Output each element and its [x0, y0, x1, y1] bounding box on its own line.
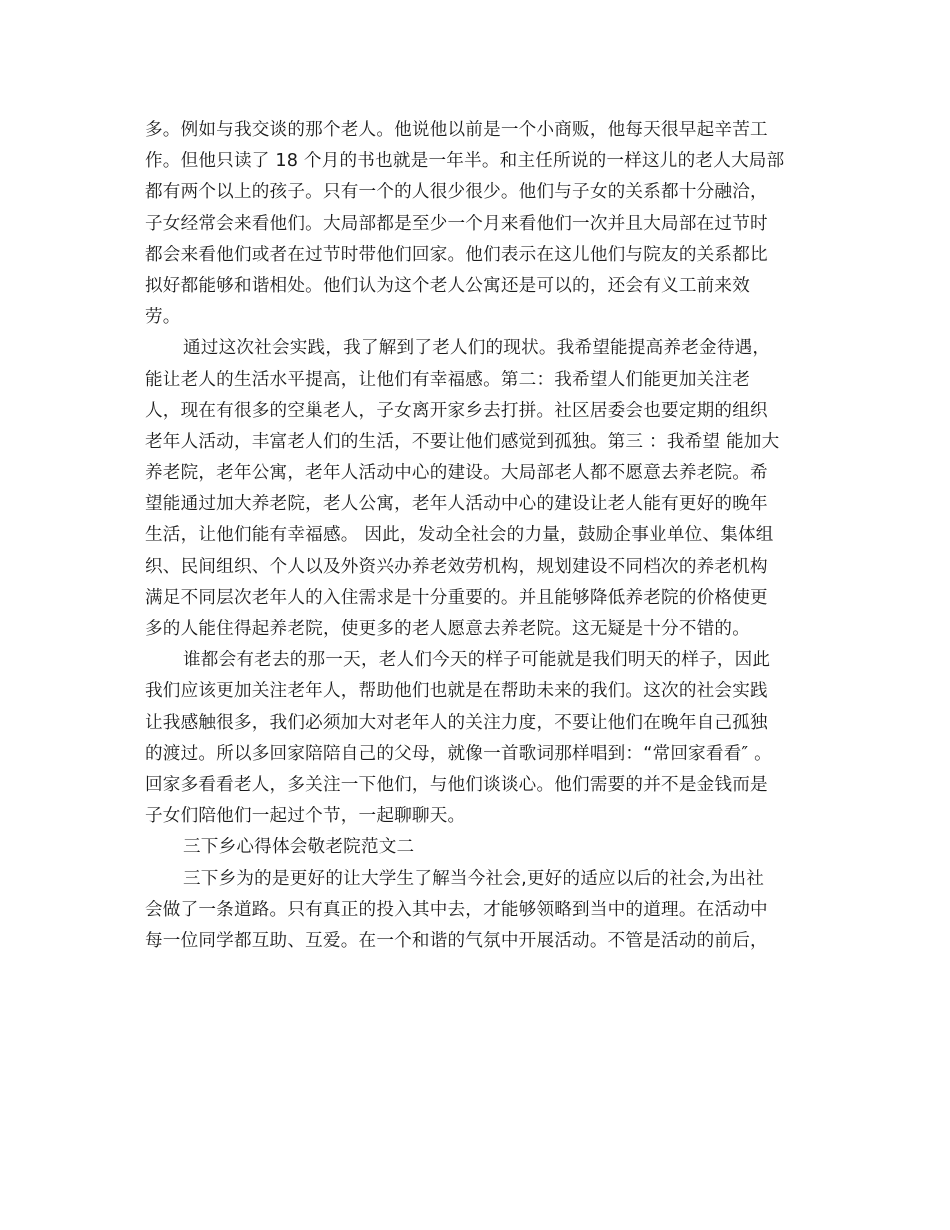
- text-line: 拟好都能够和谐相处。他们认为这个老人公寓还是可以的，还会有义工前来效: [145, 275, 750, 296]
- text-line: 都有两个以上的孩子。只有一个的人很少很少。他们与子女的关系都十分融洽，: [145, 182, 768, 203]
- text-line: 会做了一条道路。只有真正的投入其中去，才能够领略到当中的道理。在活动中: [145, 899, 768, 920]
- section-heading: 三下乡心得体会敬老院范文二: [183, 837, 415, 858]
- paragraph-start-line: 通过这次社会实践，我了解到了老人们的现状。我希望能提高养老金待遇，: [183, 338, 771, 359]
- text-line: 满足不同层次老年人的入住需求是十分重要的。并且能够降低养老院的价格使更: [145, 587, 768, 608]
- text-line: 回家多看看老人，多关注一下他们，与他们谈谈心。他们需要的并不是金钱而是: [145, 774, 768, 795]
- text-line: 多的人能住得起养老院，使更多的老人愿意去养老院。这无疑是十分不错的。: [145, 619, 750, 639]
- text-line: 子女们陪他们一起过个节，一起聊聊天。: [145, 806, 466, 827]
- text-line: 能让老人的生活水平提高，让他们有幸福感。第二：我希望人们能更加关注老: [145, 369, 750, 390]
- text-line: 织、民间组织、个人以及外资兴办养老效劳机构，规划建设不同档次的养老机构: [145, 556, 768, 577]
- text-line: 都会来看他们或者在过节时带他们回家。他们表示在这儿他们与院友的关系都比: [145, 244, 768, 265]
- paragraph-start-line: 三下乡为的是更好的让大学生了解当今社会,更好的适应以后的社会,为出社: [183, 868, 764, 889]
- body-text: [145, 115, 825, 957]
- text-line: 生活，让他们能有幸福感。 因此，发动全社会的力量，鼓励企事业单位、集体组: [145, 525, 774, 546]
- text-line: 子女经常会来看他们。大局部都是至少一个月来看他们一次并且大局部在过节时: [145, 213, 768, 234]
- text-line: 作。但他只读了 18 个月的书也就是一年半。和主任所说的一样这儿的老人大局部: [145, 151, 785, 172]
- text-line: 劳。: [145, 307, 181, 328]
- text-line: 我们应该更加关注老年人，帮助他们也就是在帮助未来的我们。这次的社会实践: [145, 681, 768, 702]
- paragraph-start-line: 谁都会有老去的那一天，老人们今天的样子可能就是我们明天的样子，因此: [183, 650, 771, 671]
- text-line: 的渡过。所以多回家陪陪自己的父母，就像一首歌词那样唱到：“常回家看看″ 。: [145, 743, 772, 764]
- text-line: 老年人活动，丰富老人们的生活，不要让他们感觉到孤独。第三 ：我希望 能加大: [145, 431, 780, 452]
- text-line: 望能通过加大养老院，老人公寓，老年人活动中心的建设让老人能有更好的晚年: [145, 494, 768, 515]
- text-line: 让我感触很多，我们必须加大对老年人的关注力度，不要让他们在晚年自己孤独: [145, 712, 768, 733]
- text-line: 养老院，老年公寓，老年人活动中心的建设。大局部老人都不愿意去养老院。希: [145, 463, 768, 484]
- text-line: 人，现在有很多的空巢老人，子女离开家乡去打拼。社区居委会也要定期的组织: [145, 400, 768, 421]
- text-line: 每一位同学都互助、互爱。在一个和谐的气氛中开展活动。不管是活动的前后，: [145, 930, 768, 951]
- text-line: 多。例如与我交谈的那个老人。他说他以前是一个小商贩，他每天很早起辛苦工: [145, 120, 768, 140]
